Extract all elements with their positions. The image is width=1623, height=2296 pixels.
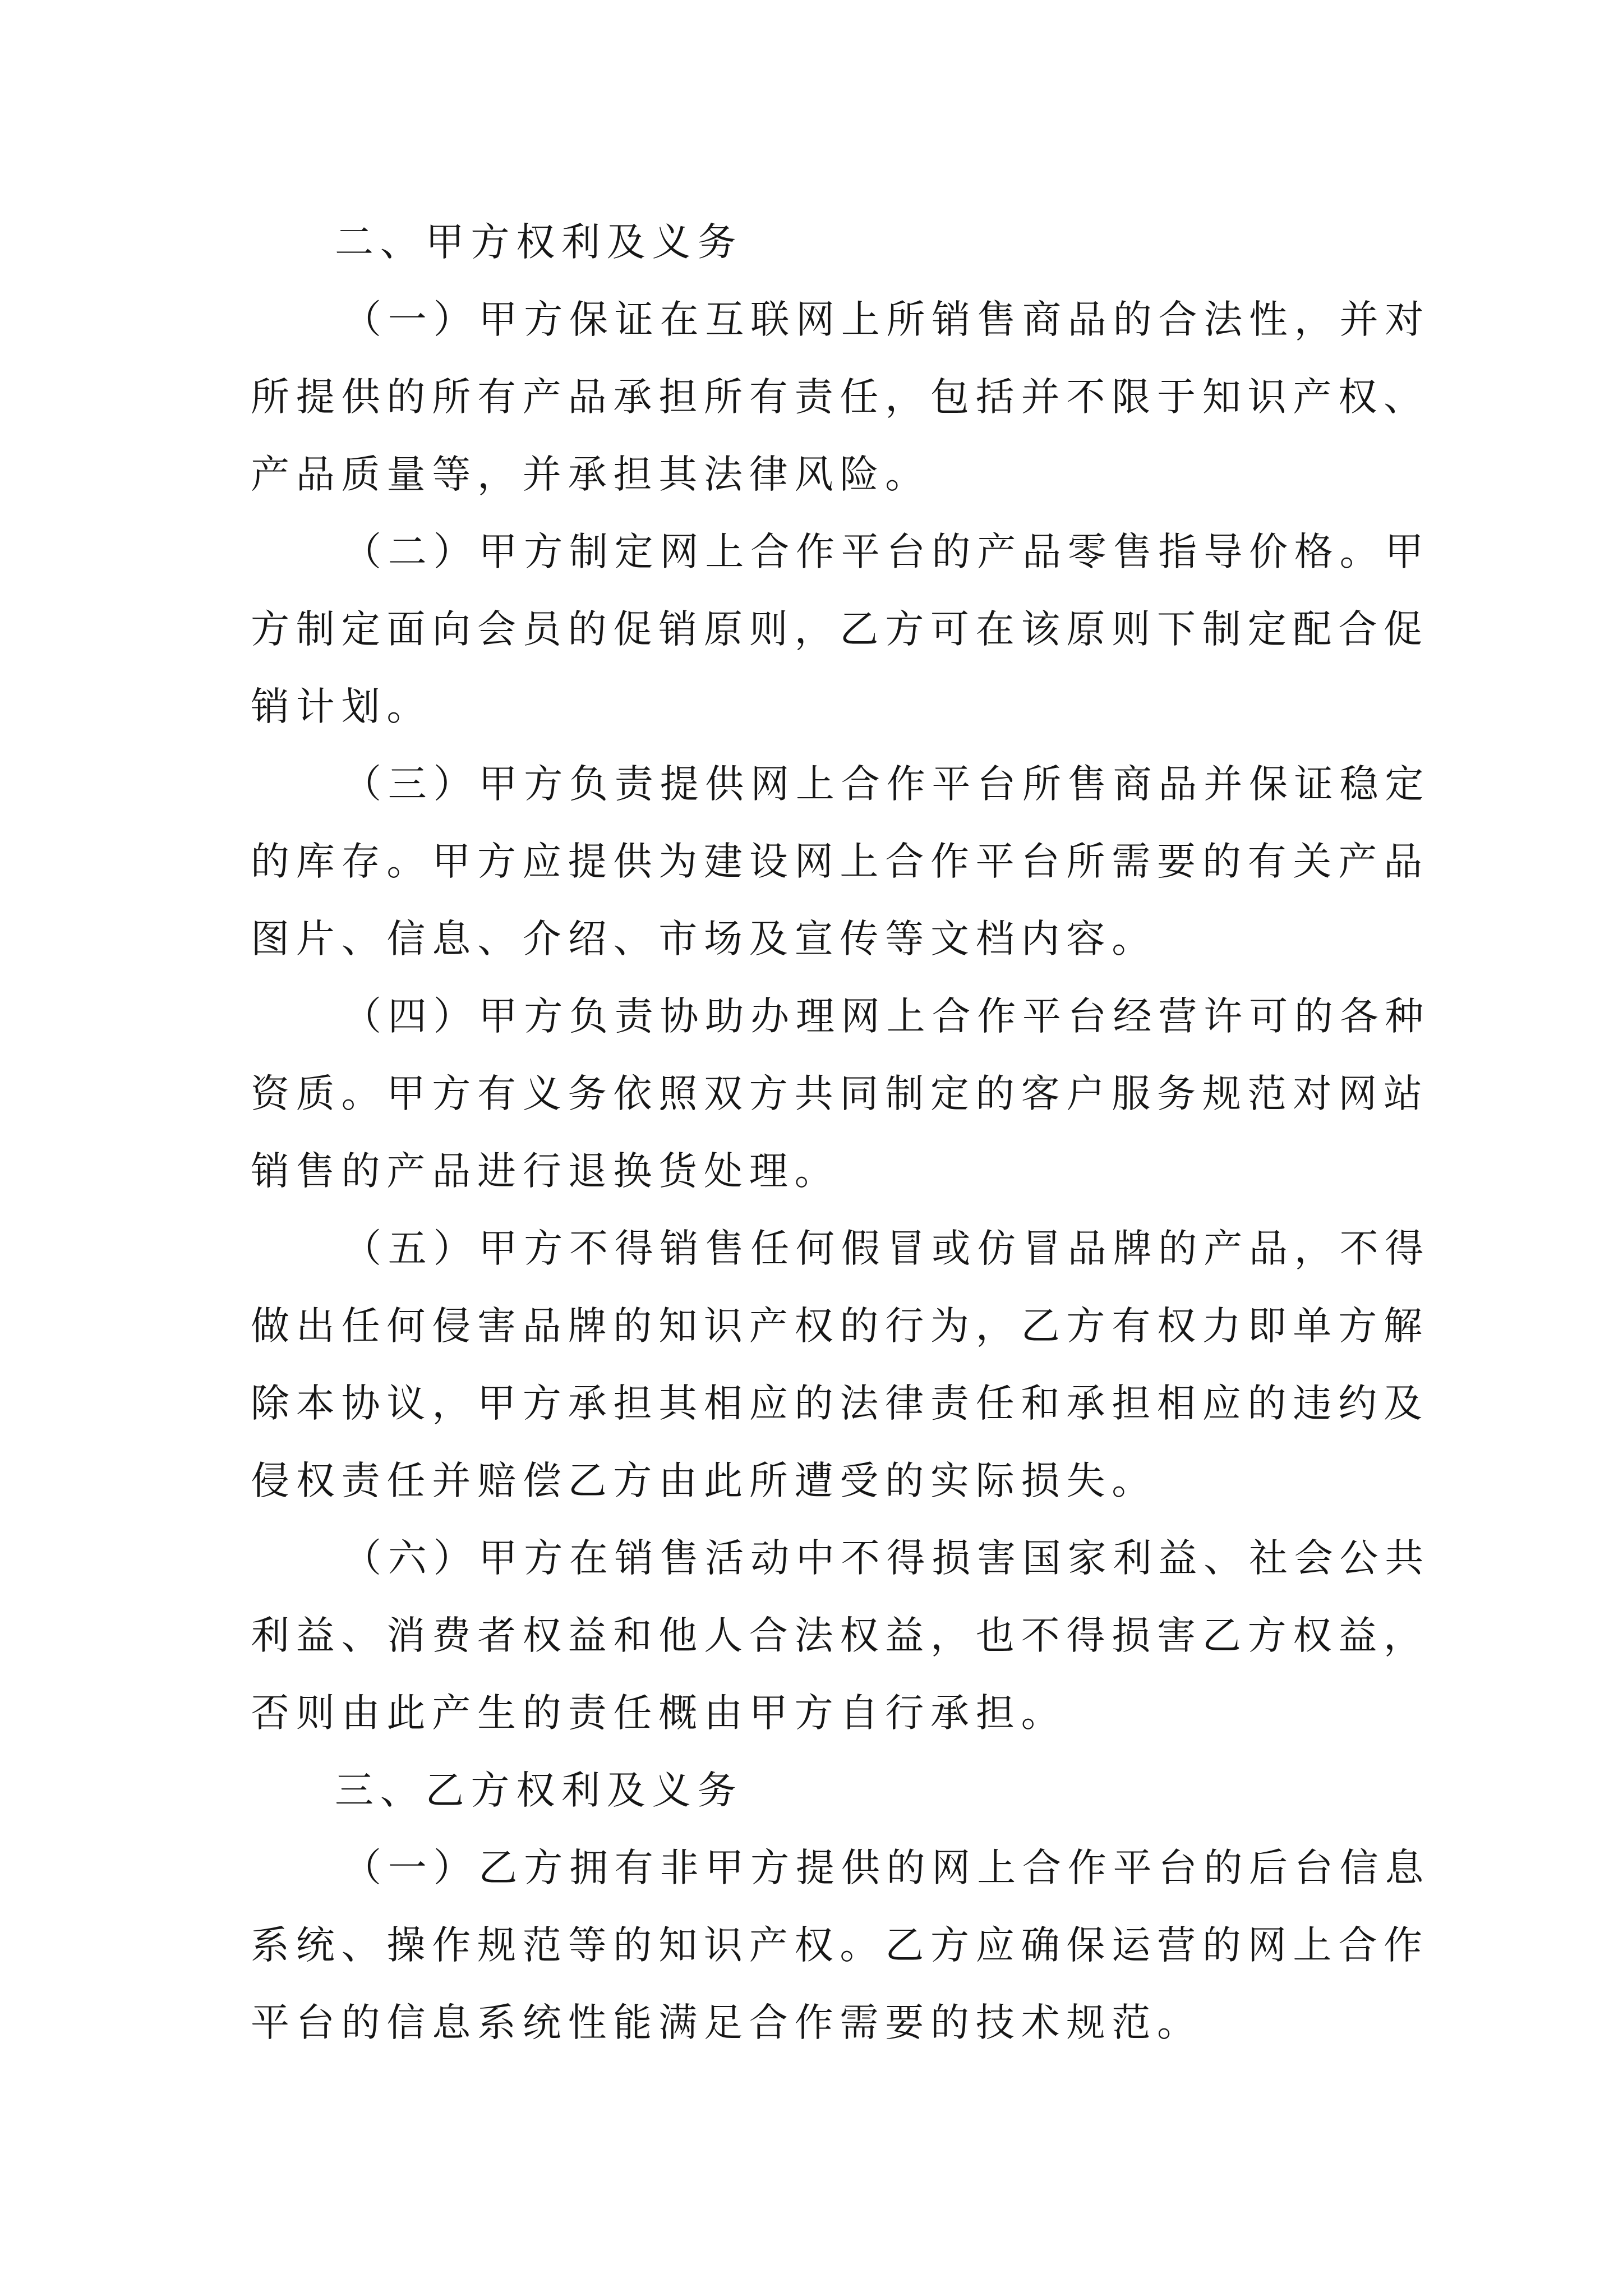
text-line: 否则由此产生的责任概由甲方自行承担。 xyxy=(251,1691,1067,1736)
text-line: 除本协议，甲方承担其相应的法律责任和承担相应的违约及 xyxy=(251,1381,1429,1426)
text-line: 方制定面向会员的促销原则，乙方可在该原则下制定配合促 xyxy=(251,607,1429,652)
text-line: 资质。甲方有义务依照双方共同制定的客户服务规范对网站 xyxy=(251,1071,1429,1116)
text-line: （一）甲方保证在互联网上所销售商品的合法性，并对 xyxy=(343,297,1431,342)
text-line: 系统、操作规范等的知识产权。乙方应确保运营的网上合作 xyxy=(251,1923,1429,1968)
text-line: （二）甲方制定网上合作平台的产品零售指导价格。甲 xyxy=(343,530,1431,574)
text-line: （四）甲方负责协助办理网上合作平台经营许可的各种 xyxy=(343,994,1431,1039)
text-line: 销计划。 xyxy=(251,684,432,729)
text-line: （三）甲方负责提供网上合作平台所售商品并保证稳定 xyxy=(343,762,1431,807)
text-line: 图片、信息、介绍、市场及宣传等文档内容。 xyxy=(251,917,1157,961)
text-line: 所提供的所有产品承担所有责任，包括并不限于知识产权、 xyxy=(251,375,1429,420)
text-line: （六）甲方在销售活动中不得损害国家利益、社会公共 xyxy=(343,1536,1431,1581)
section-heading-2: 二、甲方权利及义务 xyxy=(335,220,743,265)
text-line: 产品质量等，并承担其法律风险。 xyxy=(251,452,930,497)
section-heading-3: 三、乙方权利及义务 xyxy=(335,1768,743,1813)
text-line: 利益、消费者权益和他人合法权益，也不得损害乙方权益， xyxy=(251,1613,1429,1658)
text-line: 销售的产品进行退换货处理。 xyxy=(251,1149,840,1194)
text-line: 侵权责任并赔偿乙方由此所遭受的实际损失。 xyxy=(251,1458,1157,1503)
text-line: 做出任何侵害品牌的知识产权的行为，乙方有权力即单方解 xyxy=(251,1304,1429,1349)
text-line: （五）甲方不得销售任何假冒或仿冒品牌的产品，不得 xyxy=(343,1226,1431,1271)
text-line: 的库存。甲方应提供为建设网上合作平台所需要的有关产品 xyxy=(251,839,1429,884)
text-line: （一）乙方拥有非甲方提供的网上合作平台的后台信息 xyxy=(343,1846,1431,1890)
text-line: 平台的信息系统性能满足合作需要的技术规范。 xyxy=(251,2000,1202,2045)
